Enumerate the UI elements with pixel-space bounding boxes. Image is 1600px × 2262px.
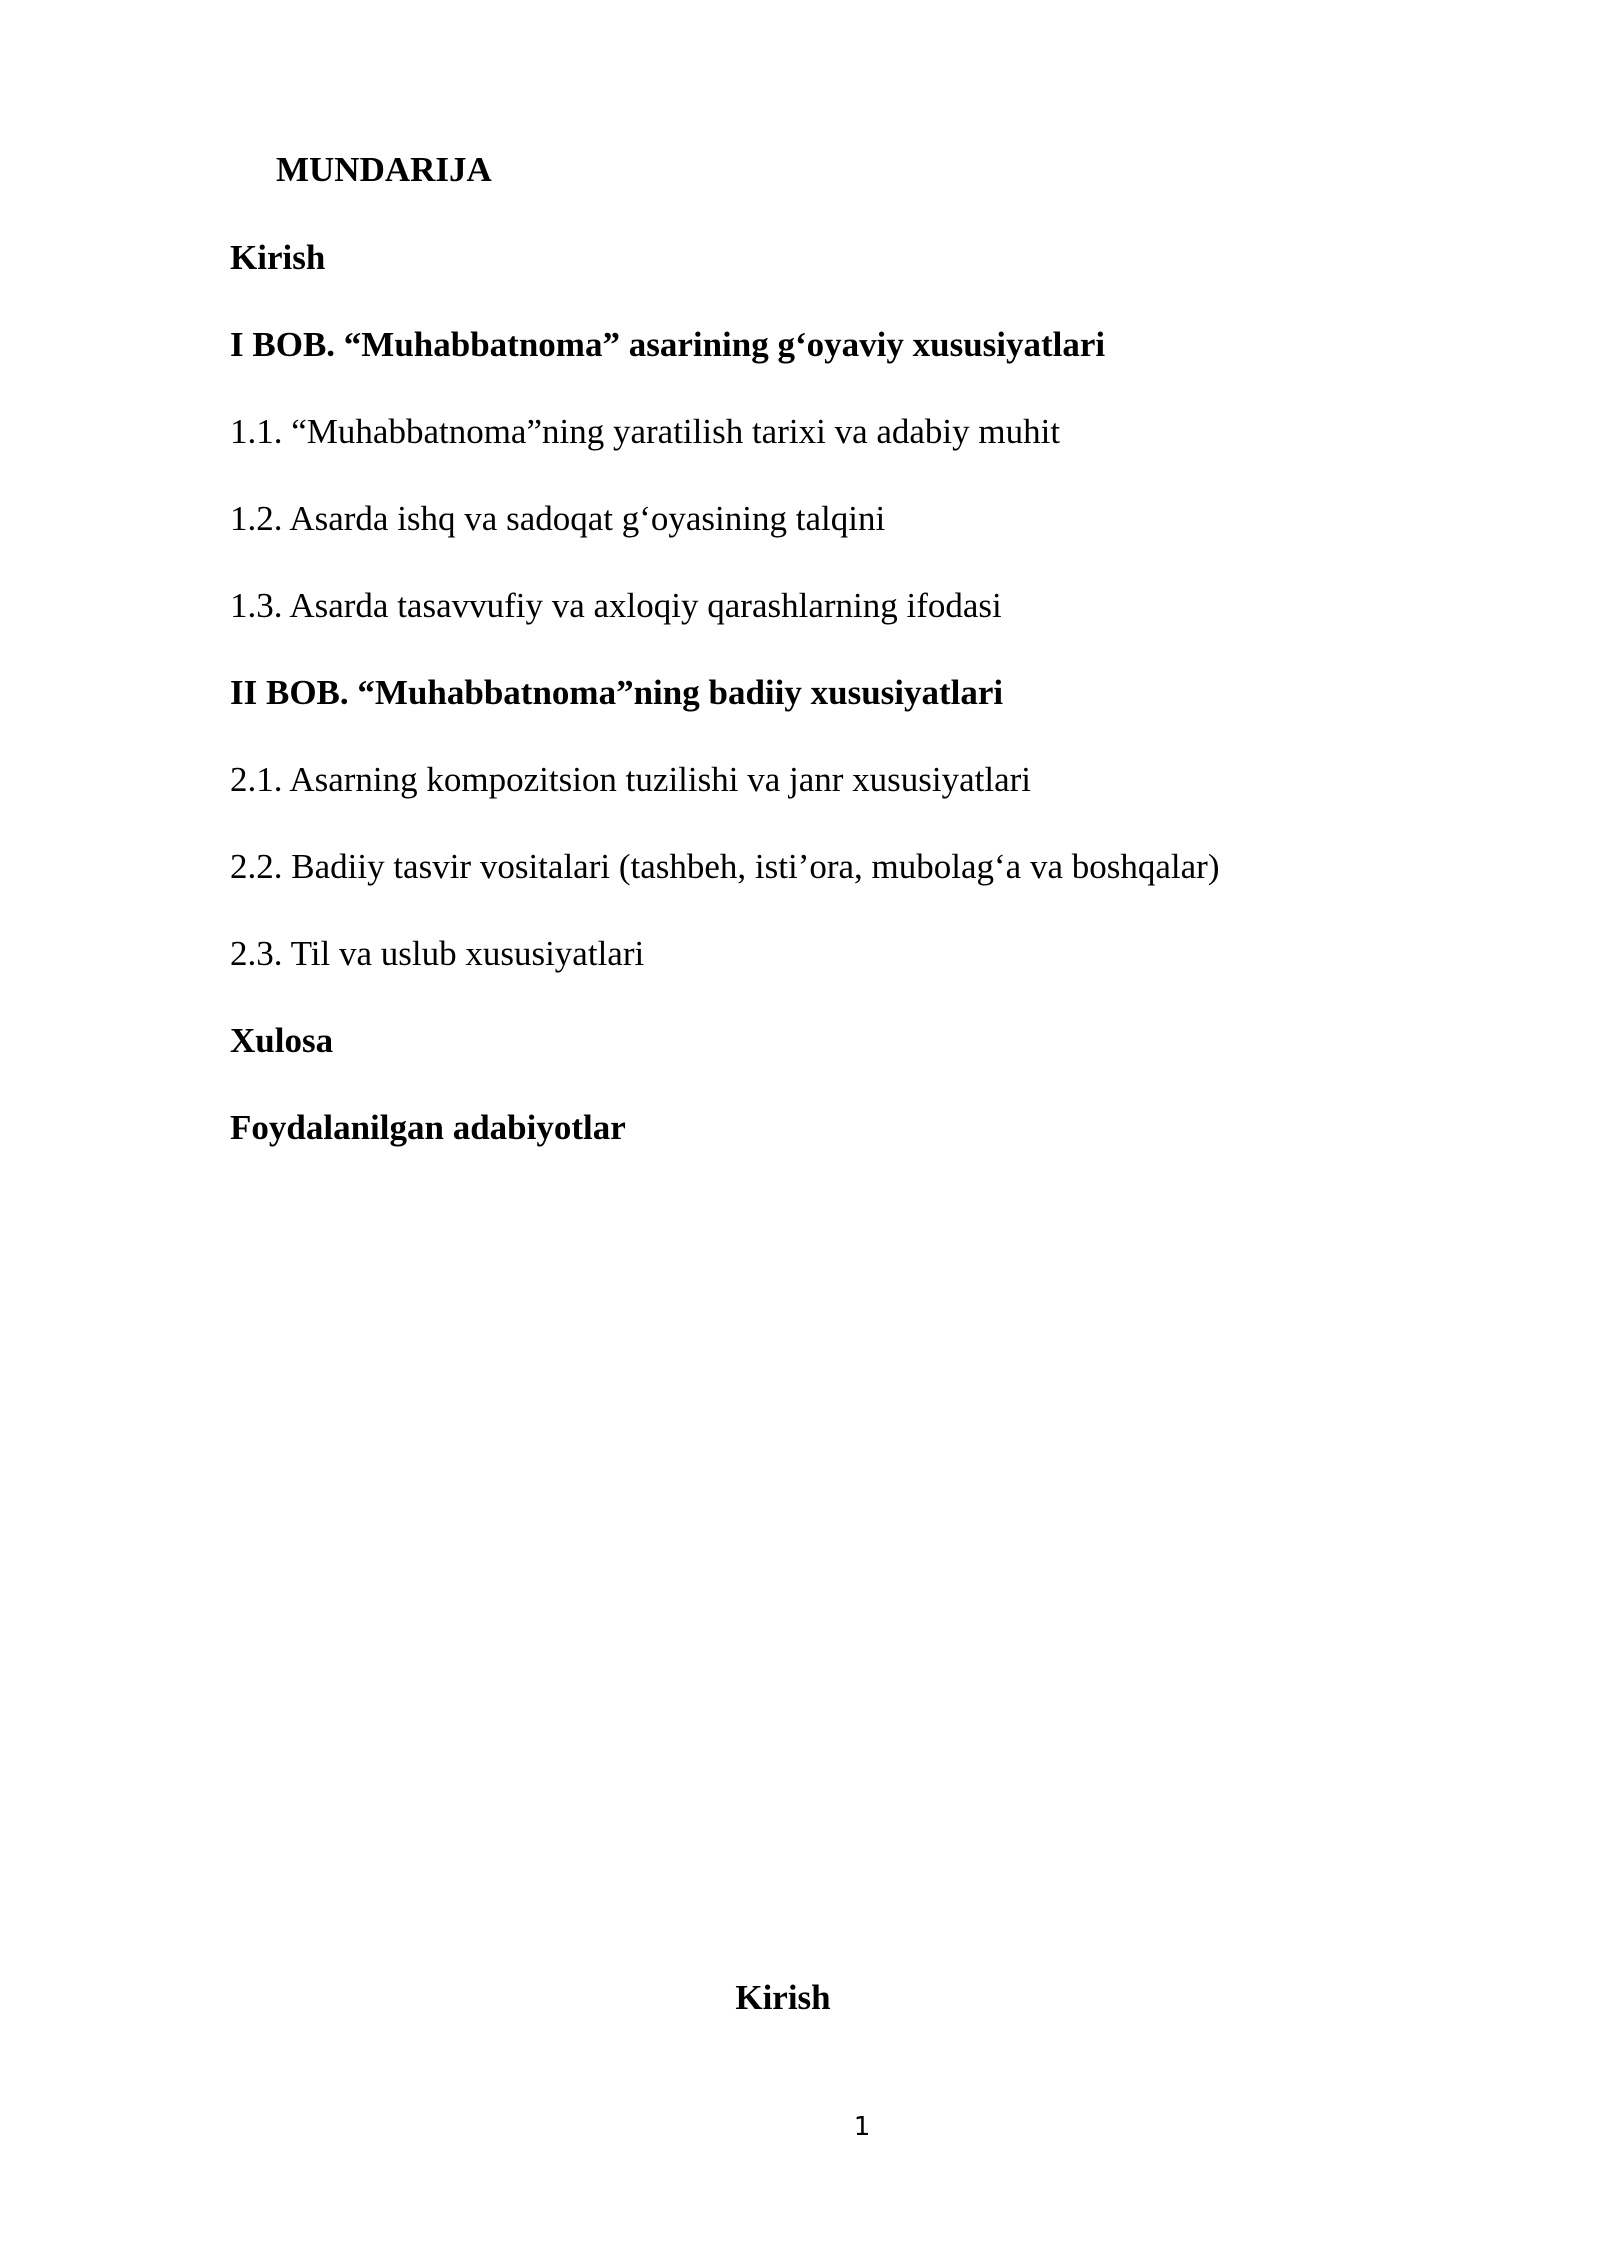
toc-entry-section-2-2: 2.2. Badiiy tasvir vositalari (tashbeh, isti’ora, mubolag‘a va boshqalar) <box>230 847 1220 886</box>
section-heading: Kirish <box>735 1978 831 2017</box>
toc-entry-references: Foydalanilgan adabiyotlar <box>230 1108 626 1147</box>
toc-title: MUNDARIJA <box>276 150 492 189</box>
toc-entry-section-2-3: 2.3. Til va uslub xususiyatlari <box>230 934 645 973</box>
toc-entry-chapter-1: I BOB. “Muhabbatnoma” asarining g‘oyaviy xususiyatlari <box>230 325 1106 364</box>
page-number: 1 <box>853 2112 871 2142</box>
table-of-contents <box>230 240 1219 1197</box>
toc-entry-section-1-3: 1.3. Asarda tasavvufiy va axloqiy qarashlarning ifodasi <box>230 586 1002 625</box>
toc-entry-section-2-1: 2.1. Asarning kompozitsion tuzilishi va janr xususiyatlari <box>230 760 1032 799</box>
toc-entry-chapter-2: II BOB. “Muhabbatnoma”ning badiiy xususiyatlari <box>230 673 1004 712</box>
toc-entry-section-1-1: 1.1. “Muhabbatnoma”ning yaratilish tarixi va adabiy muhit <box>230 412 1061 451</box>
toc-entry-conclusion: Xulosa <box>230 1021 334 1060</box>
toc-entry-introduction: Kirish <box>230 238 326 277</box>
toc-entry-section-1-2: 1.2. Asarda ishq va sadoqat g‘oyasining talqini <box>230 499 886 538</box>
